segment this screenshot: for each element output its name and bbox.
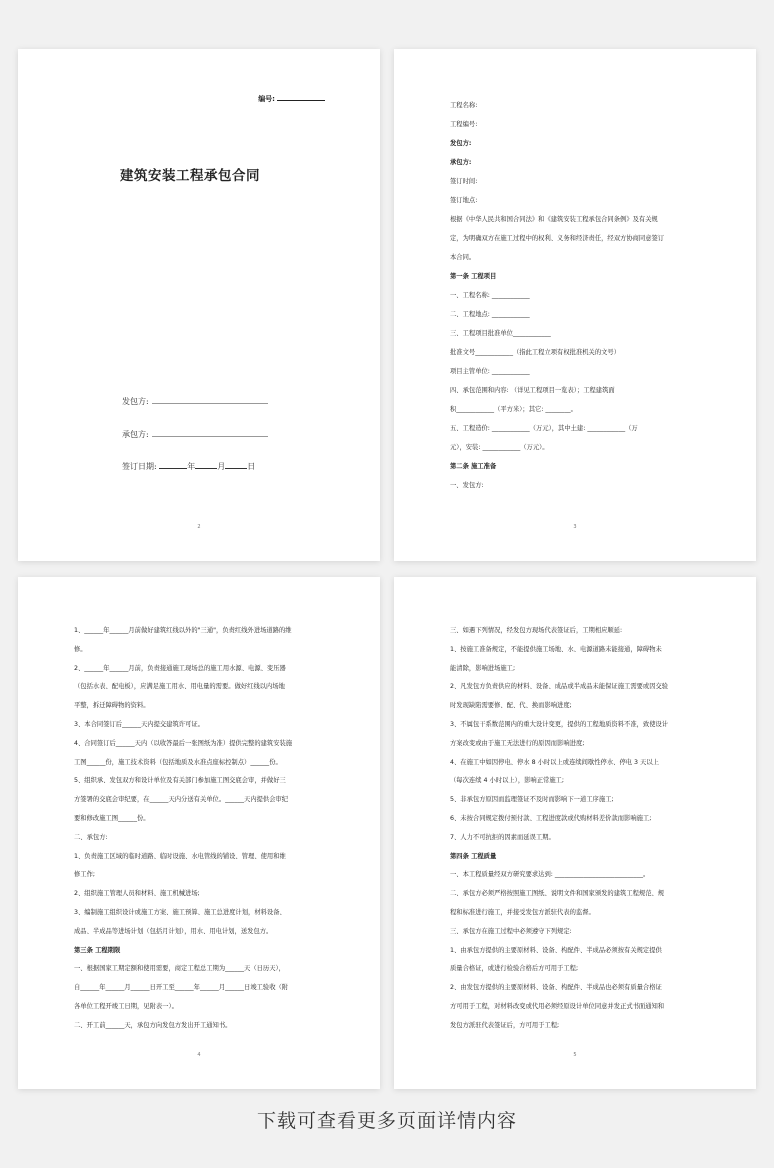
text-line: 二、工程地点: ____________: [450, 311, 530, 318]
section-heading: 承包方:: [450, 159, 472, 166]
text-line: 积____________（平方米）；其它: ________。: [450, 406, 577, 413]
page-number: 4: [197, 1052, 201, 1058]
day-label: 日: [247, 462, 256, 471]
text-line: 一、根据国家工期定额和使用需要，商定工程总工期为______天（日历天），: [74, 965, 285, 973]
text-line: 成品、半成品等进场计划（包括月计划），用水、用电计划，送发包方。: [74, 927, 273, 935]
page-body: [450, 96, 706, 495]
text-line: 工程编号:: [450, 121, 478, 128]
contract-title: 建筑安装工程承包合同: [120, 168, 260, 184]
contract-page-3: [394, 49, 756, 561]
text-line: 元），安装: ____________（万元）。: [450, 444, 549, 451]
text-line: 三、工程项目批准单位____________: [450, 330, 551, 337]
issuer-label: 发包方:: [122, 397, 149, 406]
text-line: 方签署的交底会审纪要，在______天内分送有关单位。______天内提供会审纪: [74, 796, 289, 804]
text-line: 2、由发包方提供的主要原材料、设备、构配件、半成品也必须有质量合格证: [450, 984, 662, 992]
text-line: 3、编制施工组织设计或施工方案、施工预算、施工总进度计划，材料设备、: [74, 908, 286, 916]
contract-page-5: [394, 577, 756, 1089]
download-caption[interactable]: 下载可查看更多页面详情内容: [256, 1110, 517, 1132]
text-line: 质量合格证，或进行检验合格后方可用于工程;: [450, 965, 579, 973]
contractor-line: [122, 428, 268, 440]
issuer-blank: [152, 395, 268, 404]
page-number: 2: [197, 524, 201, 530]
month-label: 月: [217, 462, 226, 471]
text-line: 3、本合同签订后______天内提交建筑许可证。: [74, 720, 204, 728]
text-line: 5、组织承、发包双方和设计单位及有关部门参加施工图交底会审，并做好三: [74, 777, 286, 785]
text-line: 方可用于工程，对材料改变或代用必须经原设计单位同意并发正式书面通知和: [450, 1002, 665, 1010]
contract-cover-page: [18, 49, 380, 561]
text-line: 2、凡发包方负责供应的材料、设备、成品或半成品未能保证施工需要或因交验: [450, 683, 669, 691]
text-line: 时发现缺陷需要修、配、代、换而影响进度;: [450, 702, 572, 710]
text-line: 本合同。: [450, 254, 476, 261]
section-heading: 第四条 工程质量: [450, 852, 497, 860]
text-line: 1、负责施工区域的临时道路、临时设施、水电管线的铺设、管理、使用和维: [74, 852, 286, 860]
text-line: 一、发包方:: [450, 482, 484, 489]
text-line: 1、______年______月前做好建筑红线以外的"三通"，负责红线外进场道路的维: [74, 627, 292, 634]
text-line: 2、______年______月前，负责接通施工现场总的施工用水源、电源、变压器: [74, 664, 286, 672]
section-heading: 发包方:: [450, 140, 472, 147]
text-line: 根据《中华人民共和国合同法》和《建筑安装工程承包合同条例》及有关规: [450, 216, 658, 223]
text-line: 一、工程名称: ____________: [450, 292, 530, 299]
text-line: 1、由承包方提供的主要原材料、设备、构配件、半成品必须按有关规定提供: [450, 946, 662, 954]
serial-blank: [277, 93, 325, 101]
issuer-line: [122, 395, 268, 407]
year-blank: [159, 460, 187, 469]
text-line: 项目主管单位: ____________: [450, 368, 530, 375]
page-body: [450, 622, 706, 1036]
text-line: 签订地点:: [450, 197, 478, 204]
text-line: 三、承包方在施工过程中必须遵守下列规定:: [450, 927, 572, 935]
text-line: 签订时间:: [450, 178, 478, 185]
text-line: 平整，拆迁障碍物的资料。: [74, 702, 150, 710]
text-line: 工图______份，施工技术资料（包括地质及水准点座标控制点）______份。: [74, 758, 282, 766]
text-line: 三、如遇下列情况，经发包方现场代表签证后，工期相应顺延:: [450, 627, 623, 634]
text-line: 定，为明确双方在施工过程中的权利、义务和经济责任，经双方协商同意签订: [450, 235, 665, 242]
text-line: 五、工程造价: ____________（万元），其中土建: ____________（万: [450, 425, 638, 432]
text-line: 批准文号____________（指此工程立项有权批准机关的文号）: [450, 349, 621, 356]
text-line: 修。: [74, 645, 87, 653]
sign-date-label: 签订日期:: [122, 462, 157, 471]
year-label: 年: [187, 462, 196, 471]
text-line: 发包方派驻代表签证后，方可用于工程;: [450, 1021, 560, 1029]
text-line: 一、本工程质量经双方研究要求达到: ____________________________。: [450, 871, 650, 879]
serial-label: 编号:: [258, 95, 275, 103]
text-line: 能清除，影响进场施工;: [450, 664, 516, 672]
contract-page-4: [18, 577, 380, 1089]
serial-number: [258, 93, 325, 104]
section-heading: 第三条 工程期限: [74, 946, 121, 954]
text-line: 要和修改施工图______份。: [74, 814, 150, 822]
text-line: 二、承包方:: [74, 833, 108, 841]
text-line: 方案改变或由于施工无法进行的原因而影响进度;: [450, 739, 585, 747]
text-line: 4、合同签订后______天内（以收答最后一张图纸为准）提供完整的建筑安装施: [74, 739, 293, 747]
page-number: 5: [573, 1052, 577, 1058]
section-heading: 第二条 施工准备: [450, 463, 497, 470]
text-line: 自______年______月______日开工至______年______月______日竣工验收（附: [74, 984, 289, 992]
text-line: 四、承包范围和内容: （详见工程项目一览表）；工程建筑面: [450, 387, 615, 394]
text-line: 各单位工程开竣工日期，见附表一）。: [74, 1002, 178, 1010]
text-line: 2、组织施工管理人员和材料、施工机械进场;: [74, 890, 200, 898]
text-line: 修工作;: [74, 871, 96, 879]
text-line: 4、在施工中如因停电、停水 8 小时以上或连续间歇性停水、停电 3 天以上: [450, 758, 659, 766]
text-line: 5、非承包方原因而监理签证不及时而影响下一道工序施工;: [450, 796, 614, 804]
text-line: 二、承包方必须严格按照施工图纸、说明文件和国家颁发的建筑工程规范、规: [450, 890, 665, 898]
text-line: 二、开工前______天，承包方向发包方发出开工通知书。: [74, 1021, 232, 1029]
month-blank: [195, 460, 217, 469]
contractor-blank: [152, 428, 268, 437]
page-number: 3: [573, 524, 577, 530]
text-line: 1、按施工准备规定，不能提供施工场地、水、电源道路未能接通，障碍物未: [450, 645, 662, 653]
day-blank: [225, 460, 247, 469]
text-line: （包括水表、配电板），应满足施工用水、用电量的需要。做好红线以内场地: [74, 683, 285, 691]
page-body: [74, 622, 330, 1036]
text-line: 3、不属包干系数范围内的重大设计变更，提供的工程地质资料不准，致使设计: [450, 720, 669, 728]
contractor-label: 承包方:: [122, 430, 149, 439]
text-line: 程和标准进行施工，并接受发包方派驻代表的监督。: [450, 908, 595, 916]
text-line: （每次连续 4 小时以上），影响正常施工;: [450, 777, 565, 785]
text-line: 6、未按合同规定拨付预付款、工程进度款或代购材料差价款而影响施工;: [450, 814, 652, 822]
sign-date-line: [122, 460, 255, 472]
section-heading: 第一条 工程项目: [450, 273, 497, 280]
text-line: 工程名称:: [450, 102, 478, 109]
text-line: 7、人力不可抗拒的因素而延误工期。: [450, 833, 555, 841]
